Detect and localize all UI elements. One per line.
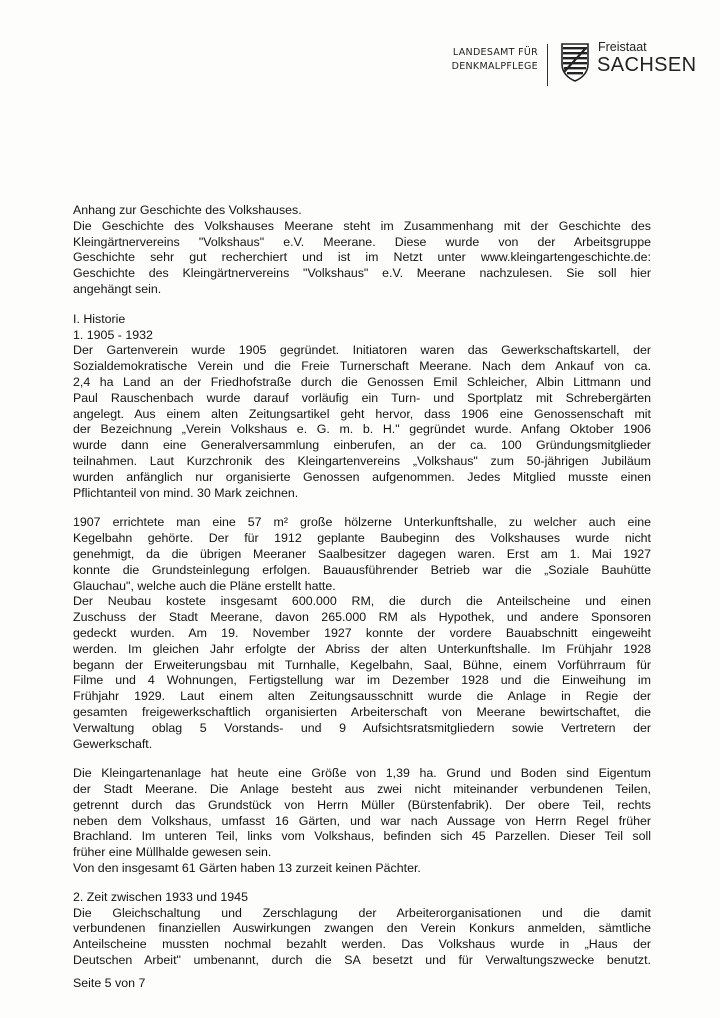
text-line: 2,4 ha Land an der Friedhofstraße durch die Genossen Emil Schleicher, Albin Littmann und (73, 374, 651, 389)
text-line: Kegelbahn gehörte. Der für 1912 geplante Baubeginn des Volkshauses wurde nicht (73, 531, 651, 546)
text-line: wurde dann eine Generalversammlung einberufen, an der ca. 100 Gründungsmitglieder (73, 438, 651, 453)
section-1-paragraph-2 (73, 515, 651, 752)
text-line: der Bezeichnung „Verein Volkshaus e. G. m. b. H." gegründet wurde. Anfang Oktober 1906 (73, 422, 651, 437)
coat-of-arms-icon (560, 42, 590, 82)
text-line: Paul Rauschenbach wurde darauf vorläufig ein Turn- und Sportplatz mit Schrebergärten (73, 390, 651, 405)
text-line: Die Gleichschaltung und Zerschlagung der Arbeiterorganisationen und die damit (73, 905, 651, 920)
document-body (73, 203, 651, 969)
page-number: Seite 5 von 7 (73, 976, 146, 990)
text-line: gesamten freigewerkschaftlich organisierten Arbeiterschaft von Meerane bewirtschaftet, die (73, 704, 651, 719)
text-line: gedeckt wurden. Am 19. November 1927 konnte der vordere Bauabschnitt eingeweiht (73, 625, 651, 640)
section-subtitle: 1. 1905 - 1932 (73, 327, 153, 342)
header-divider (547, 44, 548, 86)
section-2-paragraph-1 (73, 890, 651, 969)
authority-line-2: DENKMALPFLEGE (451, 61, 538, 72)
authority-line-1: LANDESAMT FÜR (452, 47, 538, 58)
text-line: Sozialdemokratische Verein und die Freie Turnerschaft Meerane. Nach dem Ankauf von ca. (73, 359, 651, 374)
text-line: werden. Im gleichen Jahr erfolgte der Abriss der alten Unterkunftshalle. Im Frühjahr 1928 (73, 641, 651, 656)
intro-paragraph (73, 203, 651, 298)
text-line: früher eine Müllhalde gewesen sein. (73, 845, 272, 860)
section-title: I. Historie (73, 311, 126, 326)
text-line: verbundenen finanziellen Auswirkungen zwangen den Verein Konkurs anmelden, sämtliche (73, 921, 651, 936)
text-line: Der Neubau kostete insgesamt 600.000 RM, die durch die Anteilscheine und einen (73, 594, 651, 609)
text-line: Filme und 4 Wohnungen, Fertigstellung war im Dezember 1928 und die Einweihung im (73, 673, 651, 688)
text-line: getrennt durch das Grundstück von Herrn Müller (Bürstenfabrik). Der obere Teil, rechts (73, 797, 651, 812)
text-line: Zuschuss der Stadt Meerane, davon 265.000 RM als Hypothek, und andere Sponsoren (73, 610, 651, 625)
text-line: genehmigt, da die übrigen Meeraner Saalbesitzer dagegen waren. Erst am 1. Mai 1927 (73, 546, 651, 561)
text-line: Brachland. Im unteren Teil, links vom Volkshaus, befinden sich 45 Parzellen. Dieser Teil soll (73, 829, 651, 844)
text-line: Kleingärtnervereins "Volkshaus" e.V. Meerane. Diese wurde von der Arbeitsgruppe (73, 234, 651, 249)
text-line: wurden anfänglich nur organisierte Genossen aufgenommen. Jedes Mitglied musste einen (73, 469, 651, 484)
text-line: Von den insgesamt 61 Gärten haben 13 zurzeit keinen Pächter. (73, 861, 421, 876)
text-line: 1907 errichtete man eine 57 m² große hölzerne Unterkunftshalle, zu welcher auch eine (73, 515, 651, 530)
text-line: Geschichte des Kleingärtnervereins "Volkshaus" e.V. Meerane nachzulesen. Sie soll hier (73, 266, 651, 281)
text-line: Pflichtanteil von mind. 30 Mark zeichnen. (73, 485, 299, 500)
text-line: Verwaltung oblag 5 Vorstands- und 9 Aufsichtsratsmitgliedern sowie Vertretern der (73, 720, 651, 735)
authority-name (452, 46, 538, 74)
state-label-large: SACHSEN (597, 54, 697, 76)
text-line: neben dem Volkshaus, umfasst 16 Gärten, und war nach Aussage von Herrn Regel früher (73, 813, 651, 828)
text-line: Gewerkschaft. (73, 736, 153, 751)
text-line: Der Gartenverein wurde 1905 gegründet. Initiatoren waren das Gewerkschaftskartell, der (73, 343, 651, 358)
text-line: konnte die Grundsteinlegung erfolgen. Bauausführender Betrieb war die „Soziale Bauhütte (73, 562, 651, 577)
state-label-small: Freistaat (598, 40, 647, 54)
text-line: Geschichte sehr gut recherchiert und ist im Netzt unter www.kleingartengeschichte.de: (73, 250, 651, 265)
text-line: Die Kleingartenanlage hat heute eine Größe von 1,39 ha. Grund und Boden sind Eigentum (73, 766, 651, 781)
section-subtitle: 2. Zeit zwischen 1933 und 1945 (73, 889, 248, 904)
section-1-paragraph-3 (73, 766, 651, 877)
text-line: angelegt. Aus einem alten Zeitungsartikel geht hervor, dass 1906 eine Genossenschaft mit (73, 406, 651, 421)
text-line: Die Geschichte des Volkshauses Meerane steht im Zusammenhang mit der Geschichte des (73, 218, 651, 233)
text-line: begann der Erweiterungsbau mit Turnhalle, Kegelbahn, Saal, Bühne, einem Vorführraum für (73, 657, 651, 672)
text-line: teilnahmen. Laut Kurzchronik des Kleingartenvereins „Volkshaus" zum 50-jährigen Jubiläum (73, 453, 651, 468)
text-line: Frühjahr 1929. Laut einem alten Zeitungsausschnitt wurde die Anlage in Regie der (73, 689, 651, 704)
letterhead (0, 40, 720, 90)
text-line: Glauchau", welche auch die Pläne erstellt hatte. (73, 578, 336, 593)
text-line: Anhang zur Geschichte des Volkshauses. (73, 203, 302, 217)
text-line: Deutschen Arbeit" umbenannt, durch die SA besetzt und für Verwaltungszwecke benutzt. (73, 953, 651, 968)
section-1-paragraph-1 (73, 312, 651, 502)
text-line: Anteilscheine mussten nochmal bezahlt werden. Das Volkshaus wurde in „Haus der (73, 937, 651, 952)
text-line: der Stadt Meerane. Die Anlage besteht aus zwei nicht miteinander verbundenen Teilen, (73, 782, 651, 797)
text-line: angehängt sein. (73, 281, 162, 296)
